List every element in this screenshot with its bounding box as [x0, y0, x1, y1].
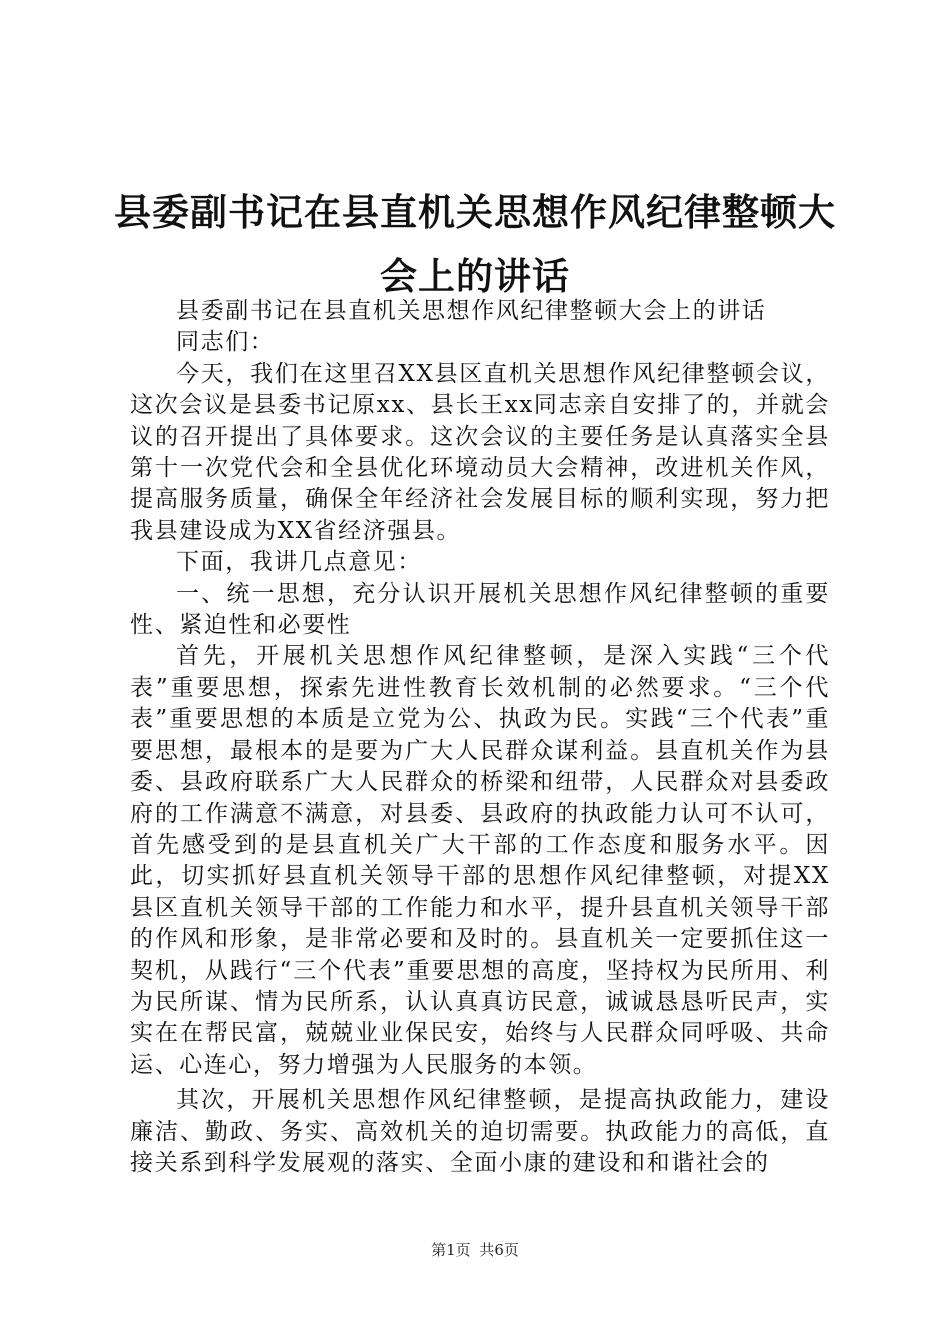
page-total: 共6页 — [479, 1241, 519, 1259]
body-paragraph: 首先，开展机关思想作风纪律整顿，是深入实践“三个代表”重要思想，探索先进性教育长效机制的必然要求。“三个代表”重要思想的本质是立党为公、执政为民。实践“三个代表”重要思想，最根本的是要为广大人民群众谋利益。县直机关作为县委、县政府联系广大人民群众的桥梁和纽带，人民群众对县委政府的工作满意不满意，对县委、县政府的执政能力认可不认可，首先感受到的是县直机关广大干部的工作态度和服务水平。因此，切实抓好县直机关领导干部的思想作风纪律整顿，对提XX县区直机关领导干部的工作能力和水平，提升县直机关领导干部的作风和形象，是非常必要和及时的。县直机关一定要抓住这一契机，从践行“三个代表”重要思想的高度，坚持权为民所用、利为民所谋、情为民所系，认认真真访民意，诚诚恳恳听民声，实实在在帮民富，兢兢业业保民安，始终与人民群众同呼吸、共命运、心连心，努力增强为人民服务的本领。 — [130, 643, 830, 1078]
salutation-paragraph: 同志们： — [176, 329, 275, 356]
page-footer — [0, 1240, 950, 1260]
body-paragraph: 下面，我讲几点意见： — [176, 549, 422, 576]
body-paragraph: 今天，我们在这里召XX县区直机关思想作风纪律整顿会议，这次会议是县委书记原xx、县长王xx同志亲自安排了的，并就会议的召开提出了具体要求。这次会议的主要任务是认真落实全县第十一次党代会和全县优化环境动员大会精神，改进机关作风，提高服务质量，确保全年经济社会发展目标的顺利实现，努力把我县建设成为XX省经济强县。 — [130, 360, 830, 544]
body-paragraph: 其次，开展机关思想作风纪律整顿，是提高执政能力，建设廉洁、勤政、务实、高效机关的迫切需要。执政能力的高低，直接关系到科学发展观的落实、全面小康的建设和和谐社会的 — [130, 1087, 830, 1176]
document-title: 县委副书记在县直机关思想作风纪律整顿大会上的讲话 — [114, 190, 836, 298]
subtitle-paragraph: 县委副书记在县直机关思想作风纪律整顿大会上的讲话 — [176, 298, 767, 324]
page-number: 第1页 — [431, 1241, 471, 1259]
section-heading-paragraph: 一、统一思想，充分认识开展机关思想作风纪律整顿的重要性、紧迫性和必要性 — [130, 580, 830, 639]
document-body — [130, 296, 830, 1179]
